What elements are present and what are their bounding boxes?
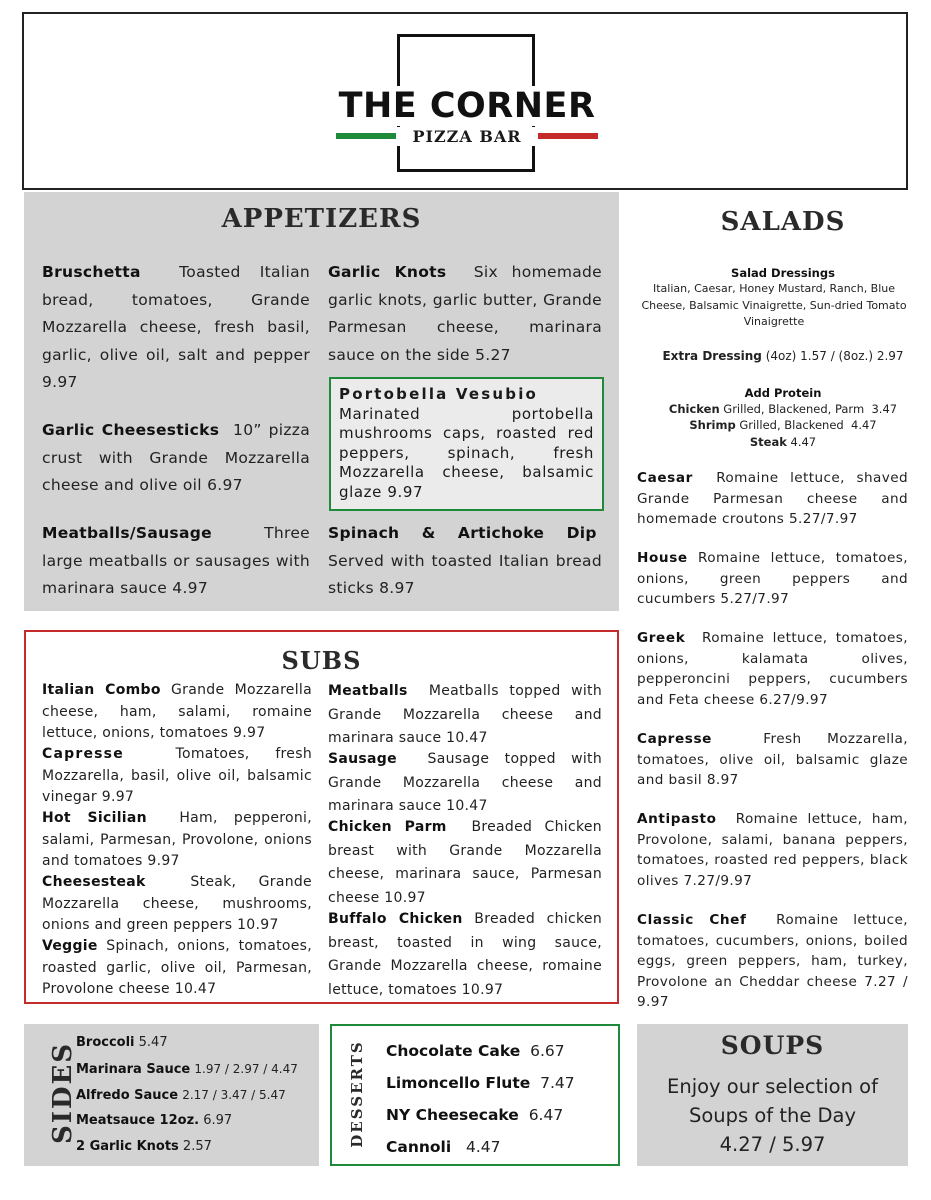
item-name: Meatballs/Sausage [42,524,212,542]
soups-description [637,1072,908,1159]
salad-item-classic-chef [637,910,908,1013]
item-desc: Tomatoes, fresh Mozzarella, basil, olive oil, balsamic vinegar [42,746,312,805]
extra-dressing-label: Extra Dressing [662,349,762,363]
item-desc: 10” pizza crust with Grande Mozzarella cheese and olive oil [42,421,310,494]
side-item-meatsauce [76,1112,232,1130]
sub-item-cheesesteak [42,872,312,937]
item-name: NY Cheesecake [386,1106,519,1124]
item-desc: Sausage topped with Grande Mozzarella cheese and marinara sauce [328,751,602,814]
item-name: Veggie [42,938,98,954]
logo-subtitle-text: PIZZA BAR [396,127,538,146]
sides-section [24,1024,319,1166]
sub-item-meatballs [328,680,602,751]
item-name: Marinara Sauce [76,1062,191,1077]
item-price: 9.97 [101,789,135,805]
subs-section [24,630,619,1004]
menu-item-bruschetta [42,259,310,397]
item-price: 6.67 [530,1042,565,1060]
protein-desc: Grilled, Blackened [739,418,844,432]
item-name: Greek [637,630,686,646]
desserts-section [330,1024,620,1166]
item-desc: Marinated portobella mushrooms caps, roasted red peppers, spinach, fresh Mozzarella cheese, balsamic glaze [339,404,594,501]
protein-name: Shrimp [689,418,736,432]
sub-item-chicken-parm [328,816,602,910]
item-price: 9.97 [233,725,266,741]
item-desc: Romaine lettuce, ham, Provolone, salami, banana peppers, tomatoes, roasted red peppers, black olives [637,811,908,889]
item-price: 8.97 [379,579,415,597]
protein-price: 3.47 [871,402,898,416]
item-desc: Ham, pepperoni, salami, Parmesan, Provolone, onions and tomatoes [42,810,312,869]
item-name: Spinach & Artichoke Dip [328,524,597,542]
salad-item-house [637,548,908,610]
sub-item-veggie [42,936,312,1001]
appetizers-heading: APPETIZERS [221,204,422,234]
soups-heading: SOUPS [720,1031,825,1060]
item-name: House [637,550,688,566]
item-price: 10.47 [446,798,488,814]
extra-dressing [636,348,930,365]
protein-price: 4.47 [851,418,877,432]
item-name: Sausage [328,751,397,767]
item-price: 7.47 [540,1074,575,1092]
item-name: Meatsauce 12oz. [76,1113,200,1128]
add-protein-title: Add Protein [744,386,822,400]
item-desc: Meatballs topped with Grande Mozzarella cheese and marinara sauce [328,683,602,746]
sides-heading: SIDES [48,1041,78,1145]
sub-item-hot-sicilian [42,808,312,873]
item-price: 10.97 [384,889,426,906]
item-price: 7.27 / 9.97 [637,973,908,1010]
protein-row-chicken [636,401,930,418]
salad-item-greek [637,628,908,710]
salad-item-caesar [637,468,908,530]
soups-price: 4.27 / 5.97 [719,1133,826,1156]
item-name: Chicken Parm [328,819,447,835]
item-price: 4.47 [465,1138,501,1156]
sub-item-capresse [42,744,312,809]
item-desc: Romaine lettuce, tomatoes, cucumbers, onions, boiled eggs, green peppers, ham, turkey, Provolone an Cheddar cheese [637,912,908,990]
salad-dressings-list: Italian, Caesar, Honey Mustard, Ranch, Blue Cheese, Balsamic Vinaigrette, Sun-dried Tomato Vinaigrette [641,282,907,328]
item-name: Hot Sicilian [42,810,147,826]
item-name: Antipasto [637,811,717,827]
sub-item-sausage [328,748,602,819]
item-desc: Breaded Chicken breast with Grande Mozzarella cheese, marinara sauce, Parmesan cheese [328,819,602,906]
side-item-marinara-sauce [76,1060,298,1079]
item-price: 2.57 [182,1139,212,1154]
item-price: 7.27/9.97 [683,872,753,889]
item-desc: Breaded chicken breast, toasted in wing sauce, Grande Mozzarella cheese, romaine lettuce, tomatoes [328,911,602,998]
dessert-item-chocolate-cake [386,1040,565,1062]
item-price: 10.97 [461,981,504,998]
item-price: 9.97 [42,373,78,391]
protein-row-shrimp [636,417,930,434]
protein-name: Steak [749,435,787,449]
logo-subtitle [334,127,600,149]
item-desc: Toasted Italian bread, tomatoes, Grande Mozzarella cheese, fresh basil, garlic, olive oil, salt and pepper [42,263,310,364]
item-price: 6.27/9.97 [759,691,829,708]
side-item-alfredo-sauce [76,1086,286,1105]
item-name: Chocolate Cake [386,1042,521,1060]
menu-item-garlic-knots [328,259,602,369]
item-desc: Romaine lettuce, tomatoes, onions, kalamata olives, pepperoncini peppers, cucumbers and Feta cheese [637,630,908,708]
menu-header [22,12,908,190]
salads-heading: SALADS [720,207,846,237]
item-price: 2.17 / 3.47 / 5.47 [182,1088,286,1102]
item-price: 10.97 [237,917,279,933]
item-price: 4.97 [172,579,209,597]
item-name: Garlic Knots [328,263,447,281]
item-name: Buffalo Chicken [328,911,463,927]
item-price: 10.47 [446,730,488,746]
desserts-heading: DESSERTS [348,1040,366,1148]
sub-item-buffalo-chicken [328,908,602,1002]
flag-stripe-green [336,133,396,139]
item-desc: Steak, Grande Mozzarella cheese, mushrooms, onions and green peppers [42,874,312,933]
logo-title: THE CORNER [334,86,600,126]
item-desc: Romaine lettuce, shaved Grande Parmesan cheese and homemade croutons [637,470,908,527]
item-price: 1.97 / 2.97 / 4.47 [194,1062,298,1076]
item-desc: Six homemade garlic knots, garlic butter, Grande Parmesan cheese, marinara sauce on the side [328,263,602,364]
item-desc: Grande Mozzarella cheese, ham, salami, romaine lettuce, onions, tomatoes [42,682,312,741]
menu-item-spinach-artichoke-dip [328,520,602,603]
protein-row-steak [636,434,930,451]
item-name: 2 Garlic Knots [76,1139,179,1154]
item-name: Meatballs [328,683,408,699]
protein-desc: Grilled, Blackened, Parm [723,402,865,416]
item-desc: Spinach, onions, tomatoes, roasted garlic, olive oil, Parmesan, Provolone cheese [42,938,312,997]
item-price: 5.27/7.97 [789,511,858,527]
item-name: Bruschetta [42,263,141,281]
item-name: Portobella Vesubio [339,385,539,403]
item-name: Capresse [42,746,124,762]
soups-line-1: Enjoy our selection of [667,1075,878,1098]
salad-dressings-title: Salad Dressings [731,266,835,280]
item-name: Cannoli [386,1138,452,1156]
salad-item-capresse [637,729,908,791]
protein-price: 4.47 [790,435,817,449]
item-price: 5.47 [138,1035,168,1050]
soups-section [637,1024,908,1166]
item-name: Capresse [637,731,713,747]
side-item-garlic-knots [76,1138,212,1156]
item-price: 8.97 [706,772,739,788]
salad-item-antipasto [637,809,908,891]
item-desc: Three large meatballs or sausages with marinara sauce [42,524,310,597]
item-name: Broccoli [76,1035,135,1050]
item-name: Italian Combo [42,682,161,698]
item-price: 9.97 [147,853,180,869]
item-name: Caesar [637,470,693,486]
side-item-broccoli [76,1034,168,1052]
item-name: Cheesesteak [42,874,146,890]
item-price: 5.27 [475,345,511,364]
item-price: 6.97 [203,1113,233,1128]
item-name: Classic Chef [637,912,747,928]
item-price: 10.47 [174,981,217,997]
item-desc: Romaine lettuce, tomatoes, onions, green peppers and cucumbers [637,550,908,607]
menu-item-meatballs-sausage [42,520,310,603]
item-desc: Fresh Mozzarella, tomatoes, olive oil, balsamic glaze and basil [637,731,908,788]
item-price: 6.97 [207,476,243,494]
item-price: 9.97 [387,482,424,501]
item-price: 6.47 [528,1106,564,1124]
menu-item-portobella-vesubio [329,377,604,511]
sub-item-italian-combo [42,680,312,745]
flag-stripe-red [538,133,598,139]
item-name: Garlic Cheesesticks [42,421,220,439]
dessert-item-limoncello-flute [386,1072,575,1094]
item-price: 5.27/7.97 [720,591,790,607]
menu-item-garlic-cheesesticks [42,417,310,500]
subs-heading: SUBS [281,646,362,675]
protein-name: Chicken [668,402,720,416]
extra-dressing-prices: (4oz) 1.57 / (8oz.) 2.97 [765,349,904,363]
dessert-item-ny-cheesecake [386,1104,563,1126]
appetizers-section [24,192,619,611]
item-desc: Served with toasted Italian bread sticks [328,551,602,597]
item-name: Alfredo Sauce [76,1088,179,1103]
dessert-item-cannoli [386,1136,500,1158]
item-name: Limoncello Flute [386,1074,531,1092]
soups-line-2: Soups of the Day [688,1104,857,1127]
